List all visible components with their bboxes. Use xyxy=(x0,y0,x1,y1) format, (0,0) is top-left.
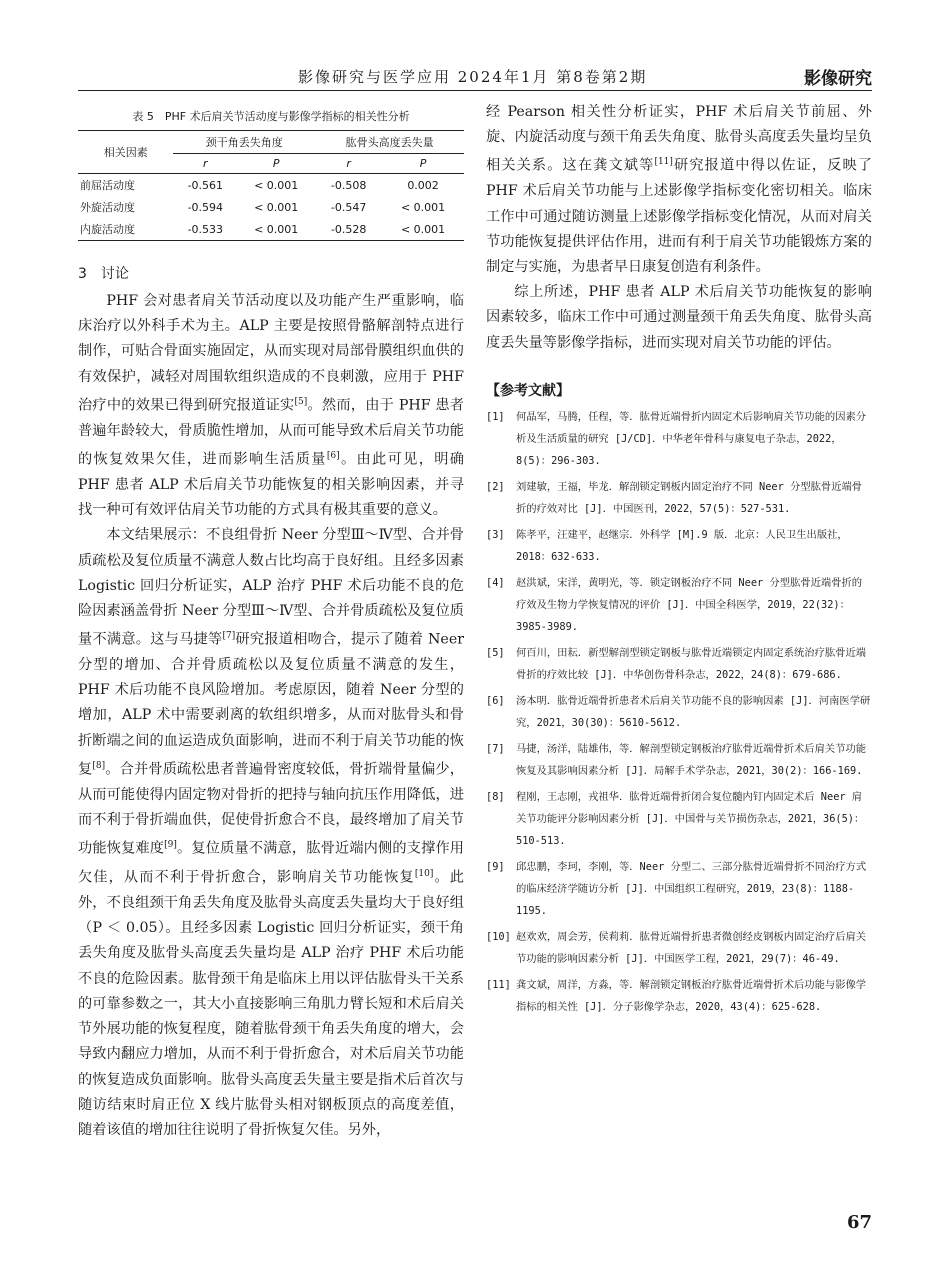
paragraph-4: 综上所述，PHF 患者 ALP 术后肩关节功能恢复的影响因素较多，临床工作中可通过测量颈干角丢失角度、肱骨头高度丢失量等影像学指标，进而实现对肩关节功能的评估。 xyxy=(486,284,872,351)
sub-header: r xyxy=(173,154,237,174)
cell: < 0.001 xyxy=(400,200,446,214)
journal-info: 影像研究与医学应用 2024年1月 第8卷第2期 xyxy=(298,68,648,86)
references-list xyxy=(486,406,872,1018)
row-label: 前屈活动度 xyxy=(80,179,135,192)
section-title: 3 讨论 xyxy=(78,266,129,282)
reference-item: [2] 刘建敏，王福，毕龙．解剖锁定钢板内固定治疗不同 Neer 分型肱骨近端骨折的疗效对比 [J]．中国医刊，2022，57(5)：527-531. xyxy=(486,480,863,515)
reference-item: [8] 程刚，王志刚，戎祖华．肱骨近端骨折闭合复位髓内钉内固定术后 Neer 肩关节功能评分影响因素分析 [J]．中国骨与关节损伤杂志，2021，36(5)：510-513. xyxy=(486,790,865,847)
page-number: 67 xyxy=(846,1212,872,1233)
group2-header: 肱骨头高度丢失量 xyxy=(315,131,464,154)
cell: -0.561 xyxy=(187,178,224,192)
reference-item: [10] 赵欢欢，周会芳，侯莉莉．肱骨近端骨折患者微创经皮钢板内固定治疗后肩关节功能的影响因素分析 [J]．中国医学工程，2021，29(7)：46-49. xyxy=(486,930,867,965)
journal-brand: 影像研究 xyxy=(804,69,872,89)
cell: 0.002 xyxy=(407,178,439,192)
sub-header: P xyxy=(382,154,464,174)
reference-item: [9] 邱忠鹏，李珂，李刚，等．Neer 分型二、三部分肱骨近端骨折不同治疗方式的临床经济学随访分析 [J]．中国组织工程研究，2019，23(8)：1188-1195. xyxy=(486,860,867,917)
cell: -0.594 xyxy=(187,200,224,214)
reference-item: [6] 汤本明．肱骨近端骨折患者术后肩关节功能不良的影响因素 [J]．河南医学研究，2021，30(30)：5610-5612. xyxy=(486,694,871,729)
cell: < 0.001 xyxy=(254,200,299,214)
correlation-table xyxy=(78,130,464,241)
factor-header: 相关因素 xyxy=(78,131,173,174)
table-row xyxy=(78,196,464,218)
reference-item: [3] 陈孝平，汪建平，赵继宗．外科学 [M].9 版．北京：人民卫生出版社，2018：632-633. xyxy=(486,528,848,563)
cell: -0.528 xyxy=(315,218,382,241)
cell: < 0.001 xyxy=(237,218,315,241)
left-column xyxy=(78,100,464,1143)
table-row xyxy=(78,218,464,241)
right-column xyxy=(486,100,872,1022)
row-label: 外旋活动度 xyxy=(80,201,135,214)
row-label: 内旋活动度 xyxy=(78,218,173,241)
table-caption: 表 5 PHF 术后肩关节活动度与影像学指标的相关性分析 xyxy=(132,110,410,123)
sub-header: P xyxy=(237,154,315,174)
cell: -0.547 xyxy=(330,200,367,214)
references-title: 【参考文献】 xyxy=(486,382,570,399)
reference-item: [1] 何晶军，马腾，任程，等．肱骨近端骨折内固定术后影响肩关节功能的因素分析及生活质量的研究 [J/CD]．中华老年骨科与康复电子杂志，2022，8(5)：296-303. xyxy=(486,410,867,467)
paragraph-2: 本文结果展示：不良组骨折 Neer 分型Ⅲ～Ⅳ型、合并骨质疏松及复位质量不满意人数占比均高于良好组。且经多因素 Logistic 回归分析证实，ALP 治疗 PHF 术后功能不良的危险因素涵盖骨折 Neer 分型Ⅲ～Ⅳ型、合并骨质疏松及复位质量不满意。这与马捷等[7]研究报道相吻合，提示了随着 Neer 分型的增加、合并骨质疏松以及复位质量不满意的发生，PHF 术后功能不良风险增加。考虑原因，随着 Neer 分型的增加，ALP 术中需要剥离的软组织增多，从而对肱骨头和骨折断端之间的血运造成负面影响，进而不利于肩关节功能的恢复[8]。合并骨质疏松患者普遍骨密度较低，骨折端骨量偏少，从而可能使得内固定物对骨折的把持与轴向抗压作用降低，进而不利于骨折端血供，促使骨折愈合不良，最终增加了肩关节功能恢复难度[9]。复位质量不满意，肱骨近端内侧的支撑作用欠佳，从而不利于骨折愈合，影响肩关节功能恢复[10]。此外，不良组颈干角丢失角度及肱骨头高度丢失量均大于良好组（P ＜ 0.05）。且经多因素 Logistic 回归分析证实，颈干角丢失角度及肱骨头高度丢失量均是 ALP 治疗 PHF 术后功能不良的危险因素。肱骨颈干角是临床上用以评估肱骨头干关系的可靠参数之一，其大小直接影响三角肌力臂长短和术后肩关节外展功能的恢复程度，随着肱骨颈干角丢失角度的增大，会导致内翻应力增加，从而不利于骨折愈合，对术后肩关节功能的恢复造成负面影响。肱骨头高度丢失量主要是指术后首次与随访结束时肩正位 X 线片肱骨头相对钢板顶点的高度差值，随着该值的增加往往说明了骨折恢复欠佳。另外， xyxy=(78,527,464,1138)
sub-header: r xyxy=(315,154,382,174)
cell: -0.508 xyxy=(330,178,367,192)
paragraph-3: 经 Pearson 相关性分析证实，PHF 术后肩关节前屈、外旋、内旋活动度与颈干角丢失角度、肱骨头高度丢失量均呈负相关关系。这在龚文斌等[11]研究报道中得以佐证，反映了 PHF 术后肩关节功能与上述影像学指标变化密切相关。临床工作中可通过随访测量上述影像学指标变化情况，从而对肩关节功能恢复提供评估作用，进而有利于肩关节功能锻炼方案的制定与实施，为患者早日康复创造有利条件。 xyxy=(486,104,872,275)
paragraph-1: PHF 会对患者肩关节活动度以及功能产生严重影响，临床治疗以外科手术为主。ALP 主要是按照骨骼解剖特点进行制作，可贴合骨面实施固定，从而实现对局部骨膜组织血供的有效保护，减轻对周围软组织造成的不良刺激，应用于 PHF 治疗中的效果已得到研究报道证实[5]。然而，由于 PHF 患者普遍年龄较大，骨质脆性增加，从而可能导致术后肩关节功能的恢复效果欠佳，进而影响生活质量[6]。由此可见，明确 PHF 患者 ALP 术后肩关节功能恢复的相关影响因素，并寻找一种可有效评估肩关节功能的方式具有极其重要的意义。 xyxy=(78,293,464,519)
reference-item: [11] 龚文斌，周洋，方淼，等．解剖锁定钢板治疗肱骨近端骨折术后功能与影像学指标的相关性 [J]．分子影像学杂志，2020，43(4)：625-628. xyxy=(486,978,867,1013)
table-row xyxy=(78,174,464,197)
group1-header: 颈干角丢失角度 xyxy=(173,131,315,154)
cell: < 0.001 xyxy=(254,178,299,192)
cell: -0.533 xyxy=(173,218,237,241)
cell: < 0.001 xyxy=(382,218,464,241)
header-rule xyxy=(78,90,872,91)
page-header xyxy=(78,64,872,92)
reference-item: [4] 赵洪斌，宋洋，黄明光，等．锁定钢板治疗不同 Neer 分型肱骨近端骨折的疗效及生物力学恢复情况的评价 [J]．中国全科医学，2019，22(32)：3985-3989. xyxy=(486,576,863,633)
reference-item: [7] 马捷，汤洋，陆雄伟，等．解剖型锁定钢板治疗肱骨近端骨折术后肩关节功能恢复及其影响因素分析 [J]．局解手术学杂志，2021，30(2)：166-169. xyxy=(486,742,867,777)
reference-item: [5] 何百川，田耘．新型解剖型锁定钢板与肱骨近端锁定内固定系统治疗肱骨近端骨折的疗效比较 [J]．中华创伤骨科杂志，2022，24(8)：679-686. xyxy=(486,646,867,681)
